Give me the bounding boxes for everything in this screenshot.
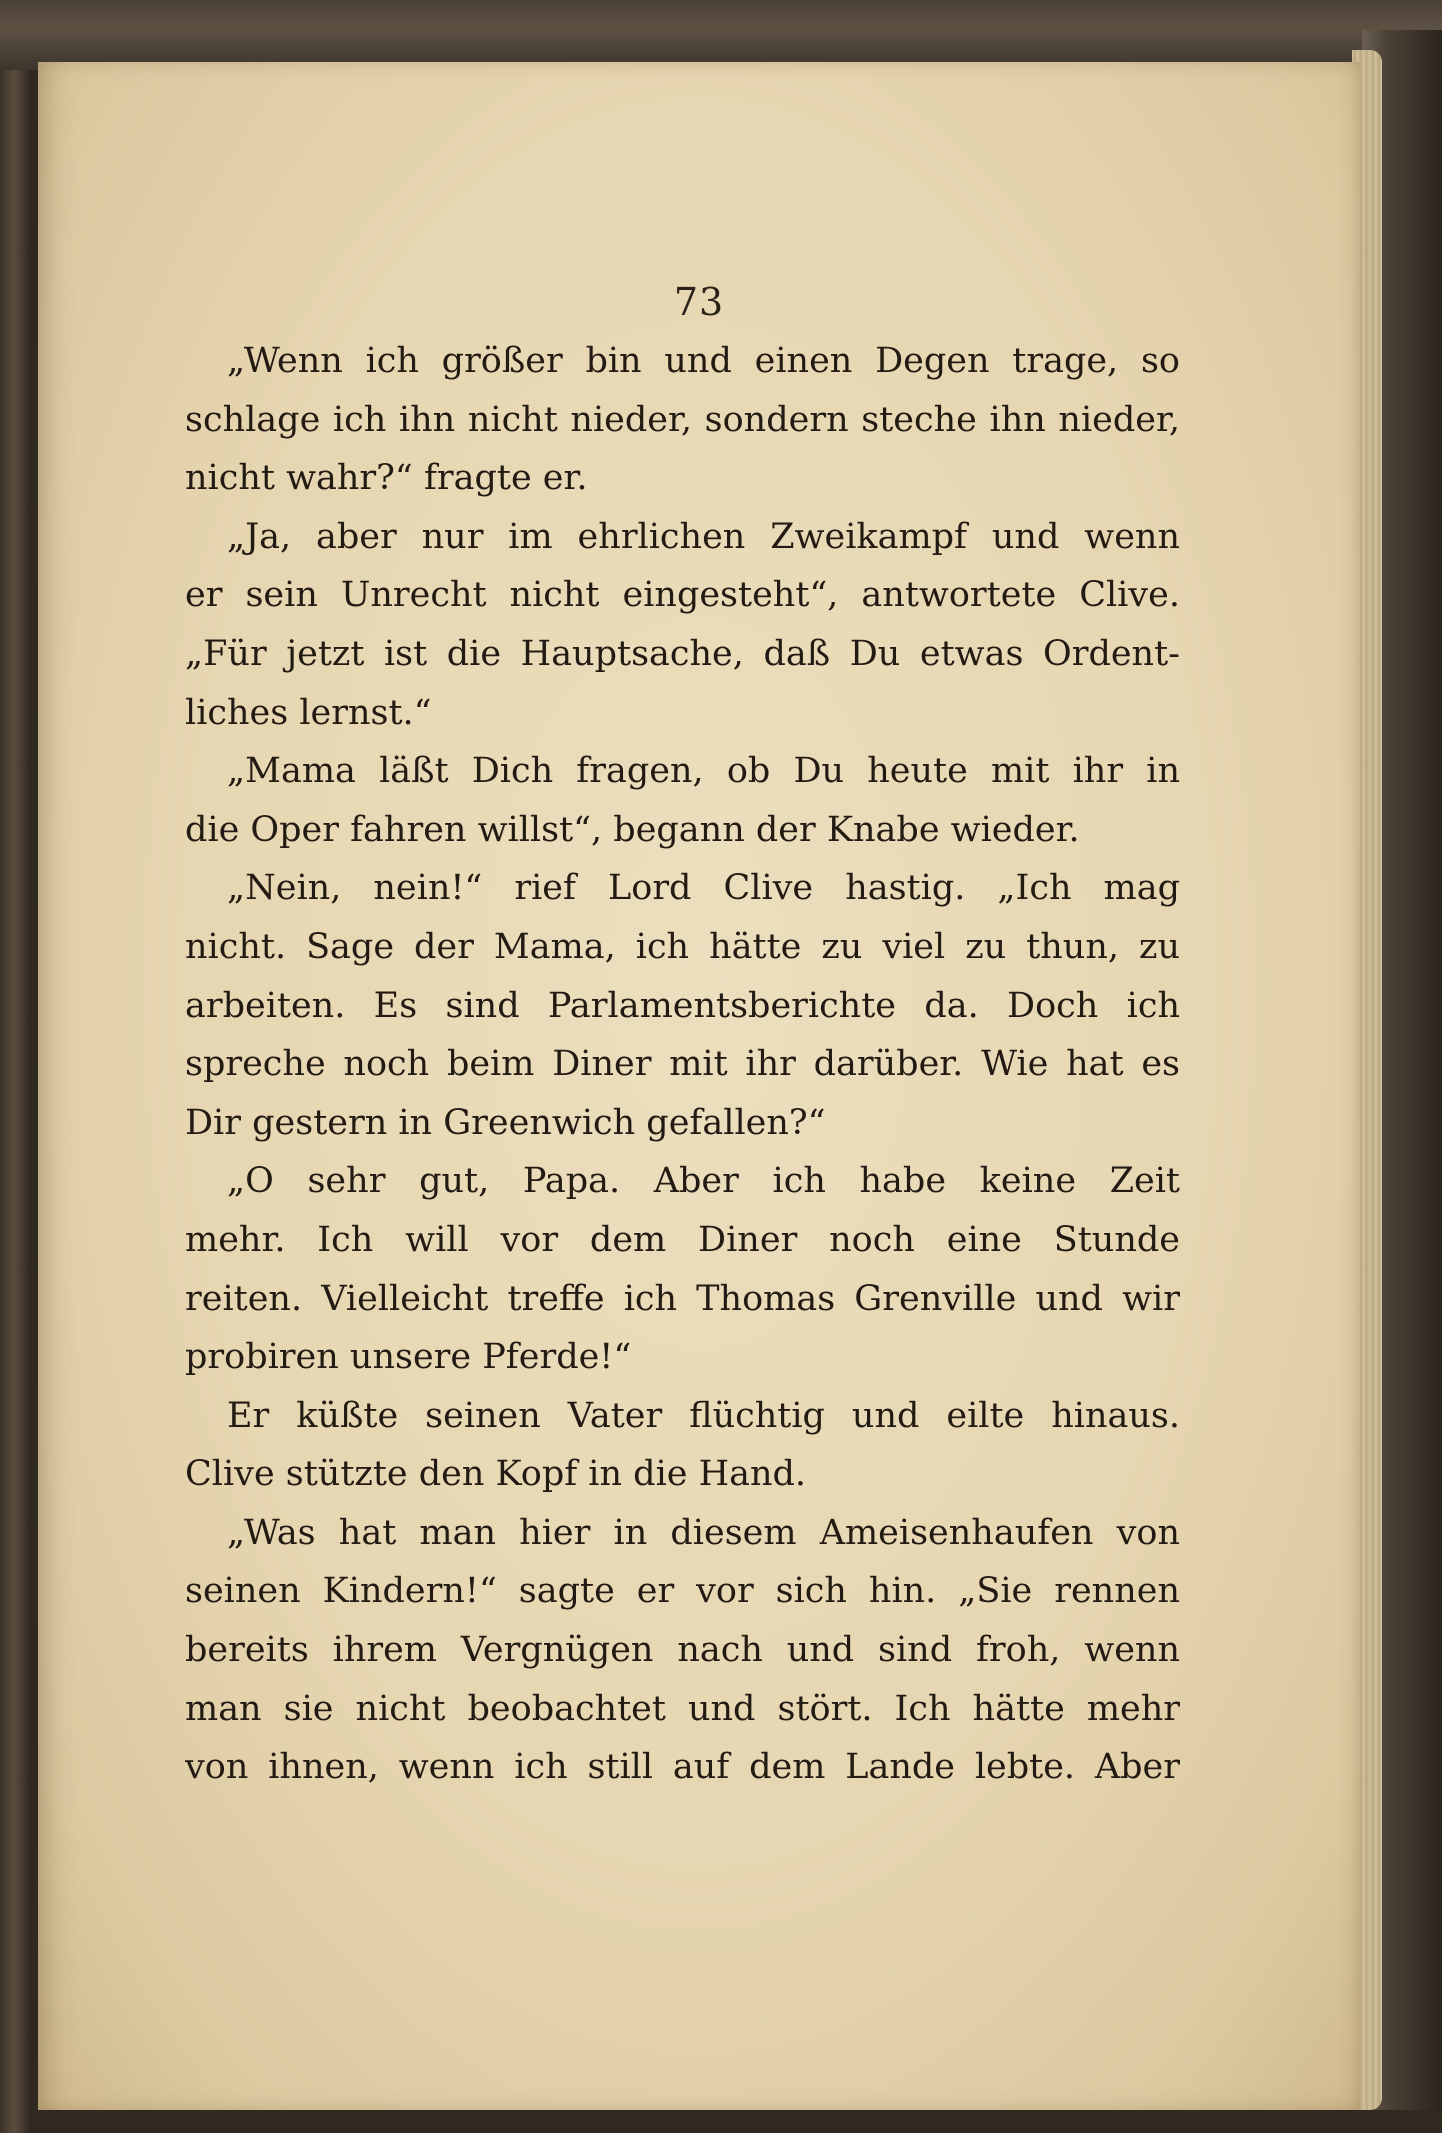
text-line: bereits ihrem Vergnügen nach und sind froh, wenn [185,1630,1180,1671]
text-line: Clive stützte den Kopf in die Hand. [185,1454,807,1495]
text-line: man sie nicht beobachtet und stört. Ich hätte mehr [185,1688,1180,1729]
text-line: „Mama läßt Dich fragen, ob Du heute mit ihr in [227,751,1180,792]
text-line: „Nein, nein!“ rief Lord Clive hastig. „Ich mag [227,868,1180,909]
body-text [185,332,1180,1797]
text-line: reiten. Vielleicht treffe ich Thomas Grenville und wir [185,1278,1180,1319]
page-number: 73 [673,280,725,324]
text-line: liches lernst.“ [185,692,432,733]
book-cover-top [0,0,1442,70]
text-line: „O sehr gut, Papa. Aber ich habe keine Zeit [227,1161,1180,1202]
text-line: „Wenn ich größer bin und einen Degen trage, so [227,341,1180,381]
text-line: Dir gestern in Greenwich gefallen?“ [185,1102,826,1143]
book-page [38,62,1360,2110]
text-line: spreche noch beim Diner mit ihr darüber. Wie hat es [185,1044,1180,1085]
text-line: nicht wahr?“ fragte er. [185,458,588,499]
text-line: „Für jetzt ist die Hauptsache, daß Du etwas Ordent- [185,633,1180,674]
text-line: er sein Unrecht nicht eingesteht“, antwortete Clive. [185,575,1180,616]
text-line: „Ja, aber nur im ehrlichen Zweikampf und wenn [227,516,1180,557]
text-line: schlage ich ihn nicht nieder, sondern steche ihn nieder, [185,399,1180,440]
text-line: probiren unsere Pferde!“ [185,1337,632,1378]
text-line: seinen Kindern!“ sagte er vor sich hin. „Sie rennen [185,1571,1180,1612]
text-line: arbeiten. Es sind Parlamentsberichte da. Doch ich [185,985,1180,1026]
text-line: „Was hat man hier in diesem Ameisenhaufen von [227,1512,1180,1553]
text-line: Er küßte seinen Vater flüchtig und eilte hinaus. [227,1395,1180,1436]
text-line: die Oper fahren willst“, begann der Knabe wieder. [185,809,1080,850]
text-line: mehr. Ich will vor dem Diner noch eine Stunde [185,1219,1180,1260]
text-line: nicht. Sage der Mama, ich hätte zu viel zu thun, zu [185,926,1180,967]
text-line: von ihnen, wenn ich still auf dem Lande lebte. Aber [185,1747,1180,1788]
